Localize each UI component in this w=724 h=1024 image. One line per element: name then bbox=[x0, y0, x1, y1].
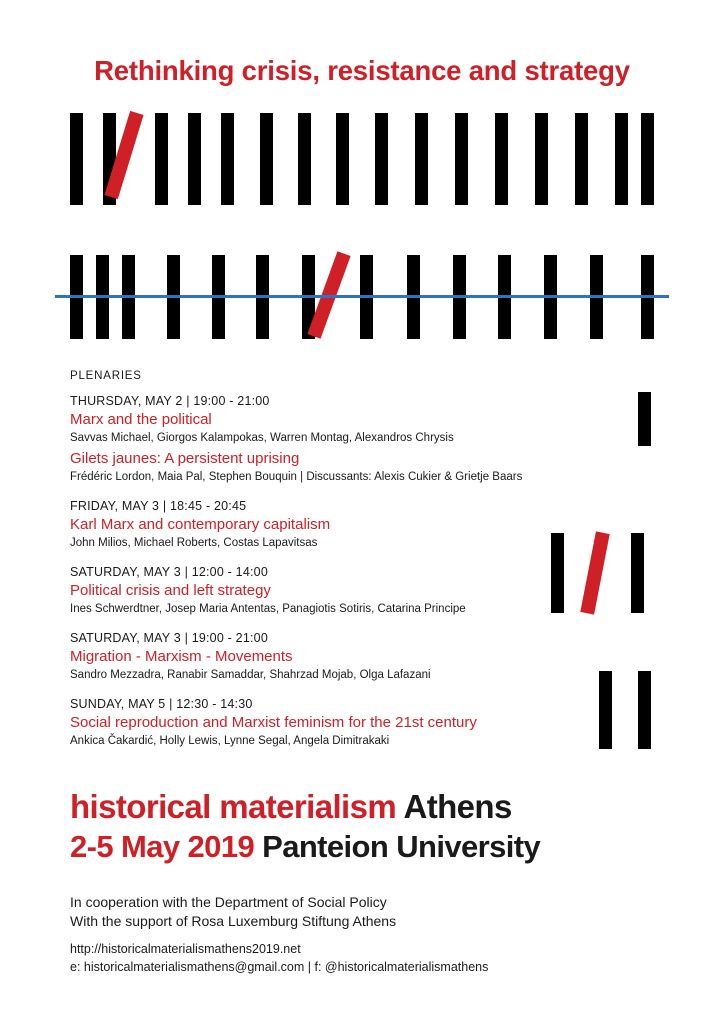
session-title: Karl Marx and contemporary capitalism bbox=[70, 516, 331, 533]
bar bbox=[221, 113, 234, 205]
session-title-secondary: Gilets jaunes: A persistent uprising bbox=[70, 450, 300, 467]
bar bbox=[495, 113, 508, 205]
cooperation-line-1: In cooperation with the Department of Social Policy bbox=[70, 894, 387, 910]
page-title: Rethinking crisis, resistance and strategy bbox=[94, 55, 630, 86]
session-datetime: SUNDAY, MAY 5 | 12:30 - 14:30 bbox=[70, 697, 253, 711]
bar bbox=[70, 113, 83, 205]
bar bbox=[415, 113, 428, 205]
event-name-line bbox=[70, 790, 670, 825]
bar bbox=[188, 113, 201, 205]
session-datetime: FRIDAY, MAY 3 | 18:45 - 20:45 bbox=[70, 499, 247, 513]
bar bbox=[298, 113, 311, 205]
session-saturday-evening bbox=[70, 631, 650, 681]
plenaries-label: PLENARIES bbox=[70, 370, 142, 382]
program-section bbox=[70, 370, 650, 763]
contact-block bbox=[70, 940, 670, 976]
barcode-top bbox=[70, 113, 654, 205]
event-dates: 2-5 May 2019 bbox=[70, 828, 255, 864]
session-datetime: THURSDAY, MAY 2 | 19:00 - 21:00 bbox=[70, 394, 270, 408]
website-url[interactable]: http://historicalmaterialismathens2019.net bbox=[70, 942, 301, 956]
bar bbox=[641, 113, 654, 205]
cooperation-line-2: With the support of Rosa Luxemburg Stiftung Athens bbox=[70, 912, 397, 929]
session-speakers: Ankica Čakardić, Holly Lewis, Lynne Segal, Angela Dimitrakaki bbox=[70, 735, 390, 747]
bar bbox=[575, 113, 588, 205]
contact-details[interactable]: e: historicalmaterialismathens@gmail.com | f: @historicalmaterialismathens bbox=[70, 960, 489, 975]
bar bbox=[155, 113, 168, 205]
session-title: Political crisis and left strategy bbox=[70, 582, 271, 599]
session-speakers: Ines Schwerdtner, Josep Maria Antentas, Panagiotis Sotiris, Catarina Principe bbox=[70, 603, 466, 615]
session-datetime: SATURDAY, MAY 3 | 12:00 - 14:00 bbox=[70, 565, 268, 579]
bar bbox=[615, 113, 628, 205]
bar bbox=[455, 113, 468, 205]
branding bbox=[70, 790, 670, 863]
event-name-city: Athens bbox=[403, 788, 512, 825]
blue-rule bbox=[55, 295, 669, 298]
cooperation-note bbox=[70, 893, 670, 931]
session-saturday-midday bbox=[70, 565, 650, 615]
session-sunday bbox=[70, 697, 650, 747]
session-speakers: Savvas Michael, Giorgos Kalampokas, Warren Montag, Alexandros Chrysis bbox=[70, 432, 454, 444]
session-title: Social reproduction and Marxist feminism for the 21st century bbox=[70, 714, 477, 731]
bar bbox=[260, 113, 273, 205]
session-speakers-secondary: Frédéric Lordon, Maia Pal, Stephen Bouquin | Discussants: Alexis Cukier & Grietje Baars bbox=[70, 471, 523, 483]
bar bbox=[336, 113, 349, 205]
session-title: Migration - Marxism - Movements bbox=[70, 648, 293, 665]
session-friday bbox=[70, 499, 650, 549]
session-datetime: SATURDAY, MAY 3 | 19:00 - 21:00 bbox=[70, 631, 268, 645]
session-speakers: John Milios, Michael Roberts, Costas Lapavitsas bbox=[70, 537, 318, 549]
bar bbox=[375, 113, 388, 205]
event-venue: Panteion University bbox=[262, 828, 541, 864]
session-thursday bbox=[70, 394, 650, 483]
event-name-primary: historical materialism bbox=[70, 788, 397, 825]
session-title: Marx and the political bbox=[70, 411, 212, 428]
session-speakers: Sandro Mezzadra, Ranabir Samaddar, Shahrzad Mojab, Olga Lafazani bbox=[70, 669, 431, 681]
event-details-line bbox=[70, 828, 670, 864]
bar bbox=[535, 113, 548, 205]
